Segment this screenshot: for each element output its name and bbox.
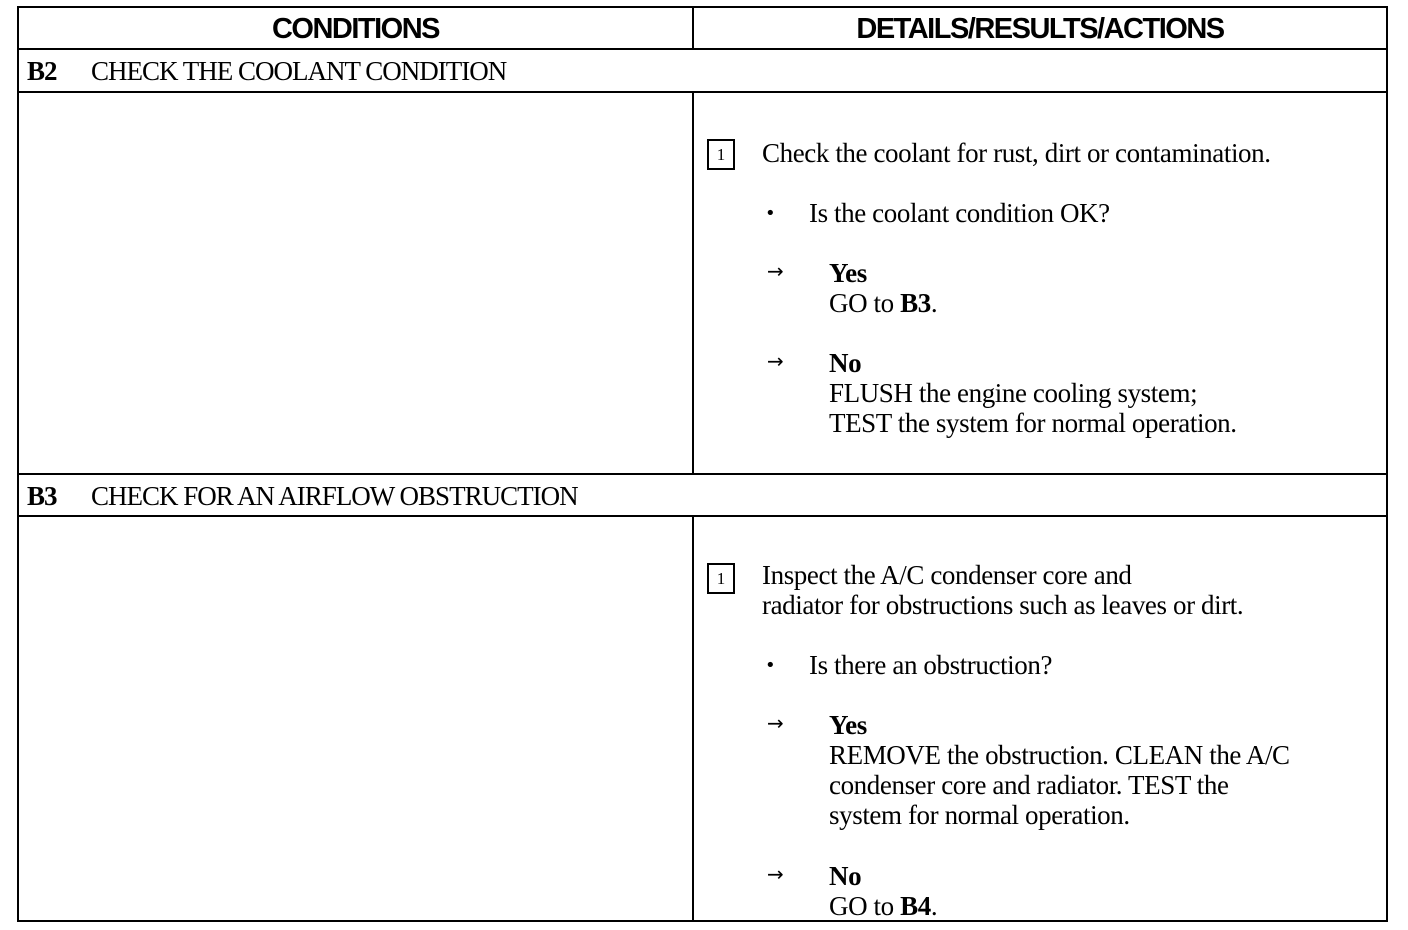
yes-action-line: REMOVE the obstruction. CLEAN the A/C	[829, 740, 1290, 770]
yes-action-line: system for normal operation.	[829, 800, 1130, 830]
yes-label: Yes	[829, 710, 867, 740]
section-heading-b2	[27, 51, 506, 91]
arrow-right-icon: →	[767, 349, 784, 373]
column-divider	[692, 515, 694, 920]
section-rule	[19, 515, 1386, 517]
column-divider	[692, 91, 694, 473]
section-heading-b3	[27, 476, 578, 516]
section-rule	[19, 473, 1386, 475]
no-action	[829, 891, 937, 921]
conditions-header: CONDITIONS	[271, 13, 440, 45]
step-text: radiator for obstructions such as leaves or dirt.	[762, 590, 1244, 620]
yes-label: Yes	[829, 258, 867, 288]
section-id: B2	[27, 56, 57, 86]
no-action-line: FLUSH the engine cooling system;	[829, 378, 1198, 408]
arrow-right-icon: →	[767, 711, 784, 735]
header-bottom-rule	[19, 48, 1386, 50]
action-ref: B3	[900, 288, 931, 318]
section-id: B3	[27, 481, 57, 511]
step-text: Inspect the A/C condenser core and	[762, 560, 1132, 590]
question-text: Is there an obstruction?	[809, 650, 1053, 680]
no-label: No	[829, 861, 862, 891]
action-ref: B4	[900, 891, 931, 921]
question-text: Is the coolant condition OK?	[809, 198, 1110, 228]
yes-action	[829, 288, 937, 318]
yes-action-line: condenser core and radiator. TEST the	[829, 770, 1229, 800]
action-suffix: .	[930, 891, 938, 921]
action-prefix: GO to	[829, 288, 901, 318]
section-title: CHECK FOR AN AIRFLOW OBSTRUCTION	[91, 481, 578, 511]
bullet-icon: •	[765, 655, 776, 676]
bullet-icon: •	[765, 203, 776, 224]
step-number-box: 1	[707, 139, 735, 170]
action-suffix: .	[930, 288, 938, 318]
details-header: DETAILS/RESULTS/ACTIONS	[856, 13, 1224, 45]
step-number-box: 1	[707, 563, 735, 594]
action-prefix: GO to	[829, 891, 901, 921]
step-text: Check the coolant for rust, dirt or contamination.	[762, 138, 1271, 168]
section-title: CHECK THE COOLANT CONDITION	[91, 56, 507, 86]
no-label: No	[829, 348, 862, 378]
arrow-right-icon: →	[767, 862, 784, 886]
section-rule	[19, 91, 1386, 93]
no-action-line: TEST the system for normal operation.	[829, 408, 1237, 438]
header-divider	[692, 8, 694, 48]
arrow-right-icon: →	[767, 259, 784, 283]
diagnostic-table	[17, 6, 1388, 922]
